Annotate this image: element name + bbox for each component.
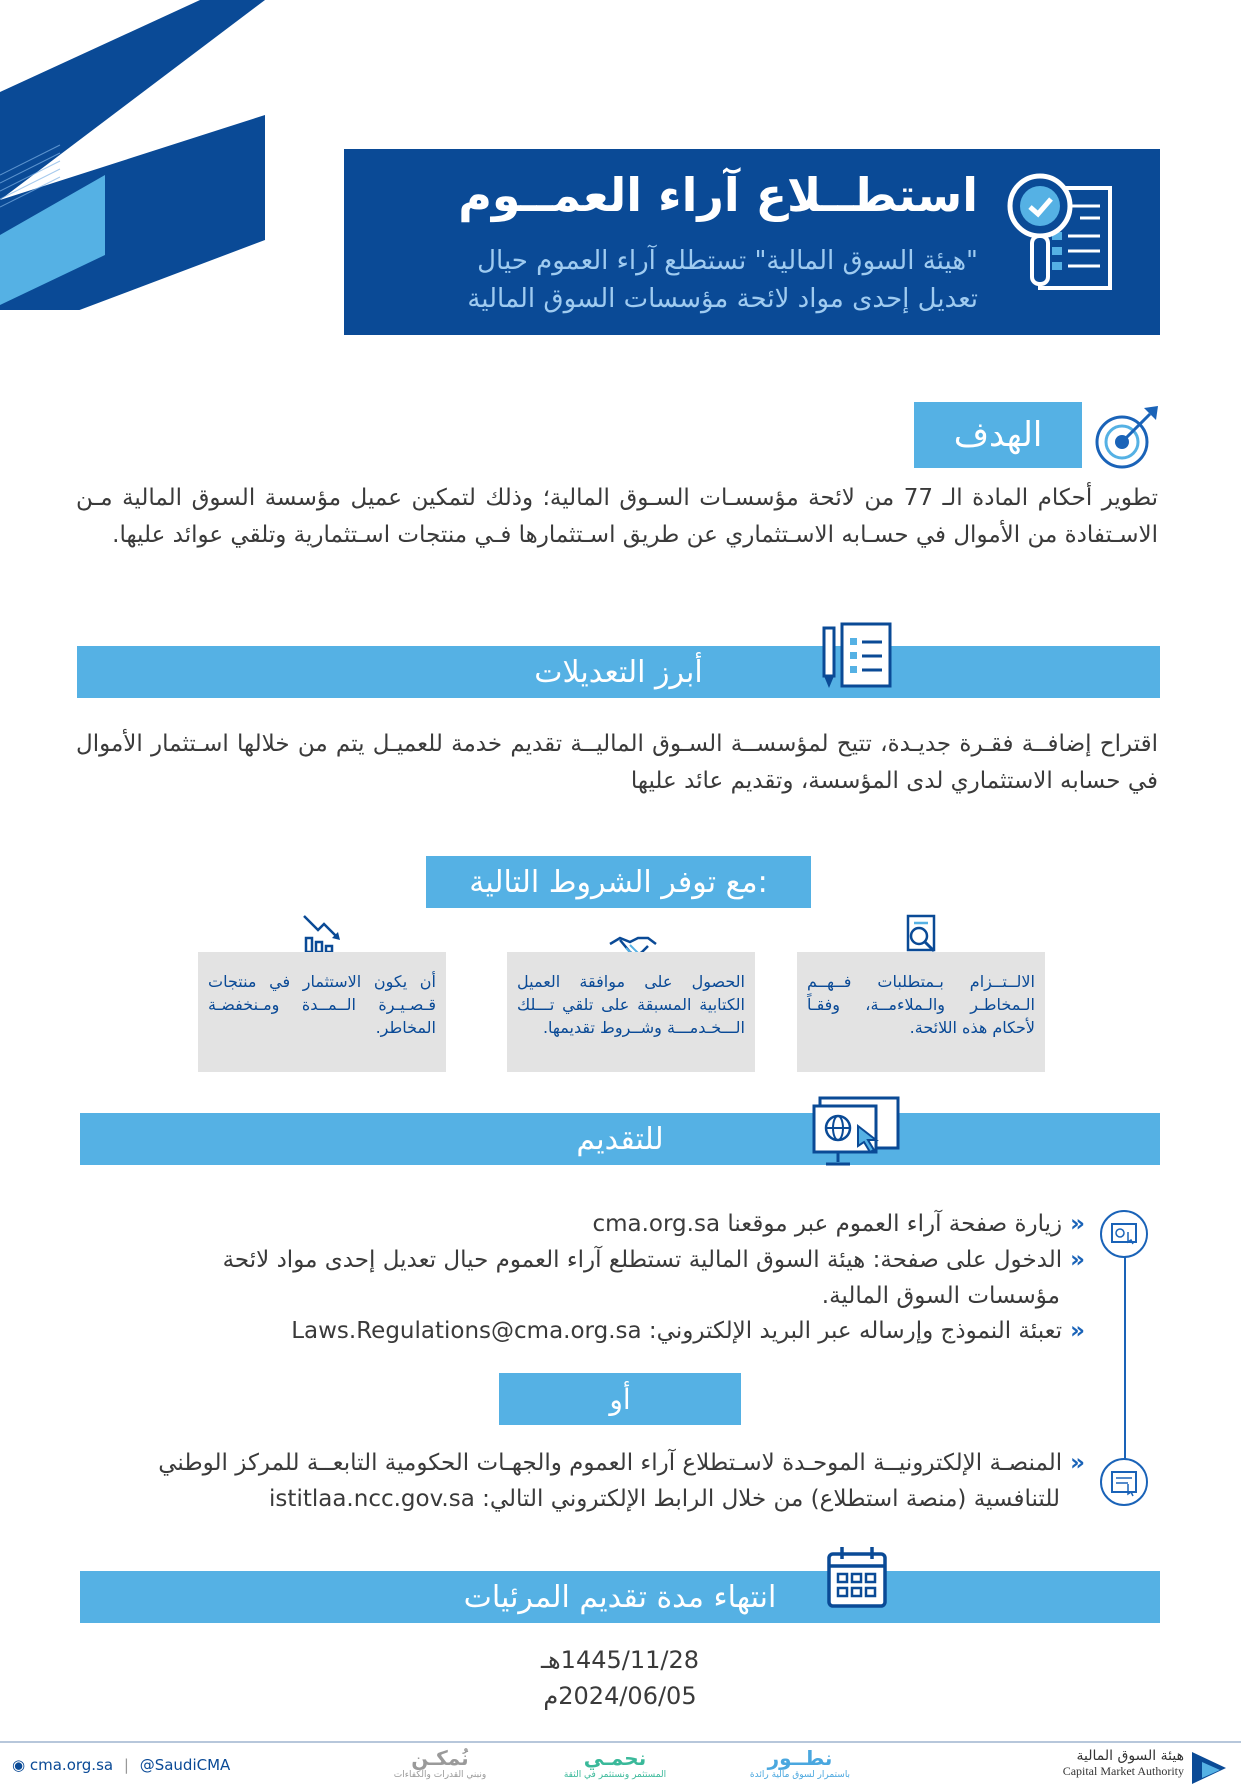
apply-bullet-2-cont: مؤسسات السوق المالية.: [821, 1283, 1060, 1309]
goal-label: الهدف: [914, 402, 1082, 468]
or-label: أو: [499, 1373, 741, 1425]
survey-document-icon: [1000, 170, 1130, 310]
condition-card-2: الحصول على موافقة العميل الكتابية المسبقة على تلقي تـــلك الـــخـدمـــة وشــروط تقديمها.: [507, 952, 755, 1072]
chart-down-icon: [300, 912, 344, 956]
amendments-label: أبرز التعديلات: [77, 646, 1160, 698]
subtitle-line-1: "هيئة السوق المالية" تستطلع آراء العموم حيال: [477, 246, 978, 276]
chevron-icon: «: [1070, 1247, 1085, 1273]
footer-divider: [0, 1741, 1241, 1743]
apply-bullet-3: «تعبئة النموذج وإرساله عبر البريد الإلكتروني: Laws.Regulations@cma.org.sa: [291, 1318, 1085, 1344]
condition-card-1: الالــتــزام بـمتطلبات فــهــم الـمخاطـر والـملاءمــة، وفقـاً لأحكام هذه اللائحة.: [797, 952, 1045, 1072]
checklist-icon: [820, 620, 894, 692]
cma-logo-icon: [1190, 1748, 1228, 1786]
brand-develop: نطــور باستمرار لسوق مالية رائدة: [749, 1746, 851, 1780]
platform-line-2: للتنافسية (منصة استطلاع) من خلال الرابط الإلكتروني التالي: istitlaa.ncc.gov.sa: [269, 1486, 1060, 1512]
apply-bullet-2: «الدخول على صفحة: هيئة السوق المالية تستطلع آراء العموم حيال تعديل إحدى مواد لائحة: [222, 1247, 1085, 1273]
brand-enable: نُمكـن ونبني القدرات والكفاءات: [393, 1746, 487, 1780]
timeline-line: [1124, 1254, 1126, 1460]
deadline-label: انتهاء مدة تقديم المرئيات: [80, 1571, 1160, 1623]
condition-card-3: أن يكون الاستثمار في منتجات قـصـيـرة الــمــدة ومـنخفضـة المخاطر.: [198, 952, 446, 1072]
document-search-icon: [904, 914, 940, 954]
conditions-label: مع توفر الشروط التالية:: [426, 856, 811, 908]
calendar-icon: [826, 1544, 888, 1610]
chevron-icon: «: [1070, 1211, 1085, 1237]
platform-line-1: «المنصـة الإلكترونيــة الموحـدة لاسـتطلاع آراء العموم والجهـات الحكومية التابعــة للمركز الوطني: [158, 1450, 1085, 1476]
goal-text: تطوير أحكام المادة الـ 77 من لائحة مؤسسـات السـوق المالية؛ وذلك لتمكين عميل مؤسسة السوق المالية مـن الاسـتفادة من الأموال في حسـابه الاسـتثماري عن طريق اسـتثمارها فـي منتجات اسـتثمارية وتلقي عوائد عليها.: [76, 485, 1158, 548]
apply-label: للتقديم: [80, 1113, 1160, 1165]
footer-handle[interactable]: @SaudiCMA: [139, 1756, 231, 1774]
deadline-hijri: 1445/11/28هـ: [540, 1646, 699, 1674]
subtitle-line-2: تعديل إحدى مواد لائحة مؤسسات السوق المالية: [467, 284, 978, 314]
footer-website[interactable]: cma.org.sa: [29, 1756, 114, 1774]
brand-protect: نحمـي المستثمر ونستثمر في الثقة: [563, 1746, 667, 1780]
page-title: استطــلاع آراء العمــوم: [458, 168, 978, 222]
page-subtitle: [370, 242, 978, 318]
chevron-icon: «: [1070, 1450, 1085, 1476]
decorative-stripes: [0, 0, 280, 310]
footer-social: [12, 1756, 230, 1774]
apply-bullet-1: «زيارة صفحة آراء العموم عبر موقعنا cma.org.sa: [592, 1211, 1085, 1237]
online-form-icon: [1100, 1458, 1148, 1506]
target-icon: [1088, 398, 1164, 474]
globe-icon: ◉: [12, 1756, 26, 1774]
org-name: هيئة السوق المالية Capital Market Authority: [1062, 1748, 1184, 1778]
chevron-icon: «: [1070, 1318, 1085, 1344]
deadline-gregorian: 2024/06/05م: [543, 1682, 697, 1710]
amendments-text: اقتراح إضافــة فقـرة جديـدة، تتيح لمؤسســة السـوق الماليــة تقديم خدمة للعميـل يتم من خلالها اسـتثمار الأموال في حسابه الاستثماري لدى المؤسسة، وتقديم عائد عليها: [76, 731, 1158, 794]
footer-separator: |: [123, 1756, 129, 1774]
web-browser-icon: [1100, 1210, 1148, 1258]
web-click-icon: [812, 1096, 902, 1168]
